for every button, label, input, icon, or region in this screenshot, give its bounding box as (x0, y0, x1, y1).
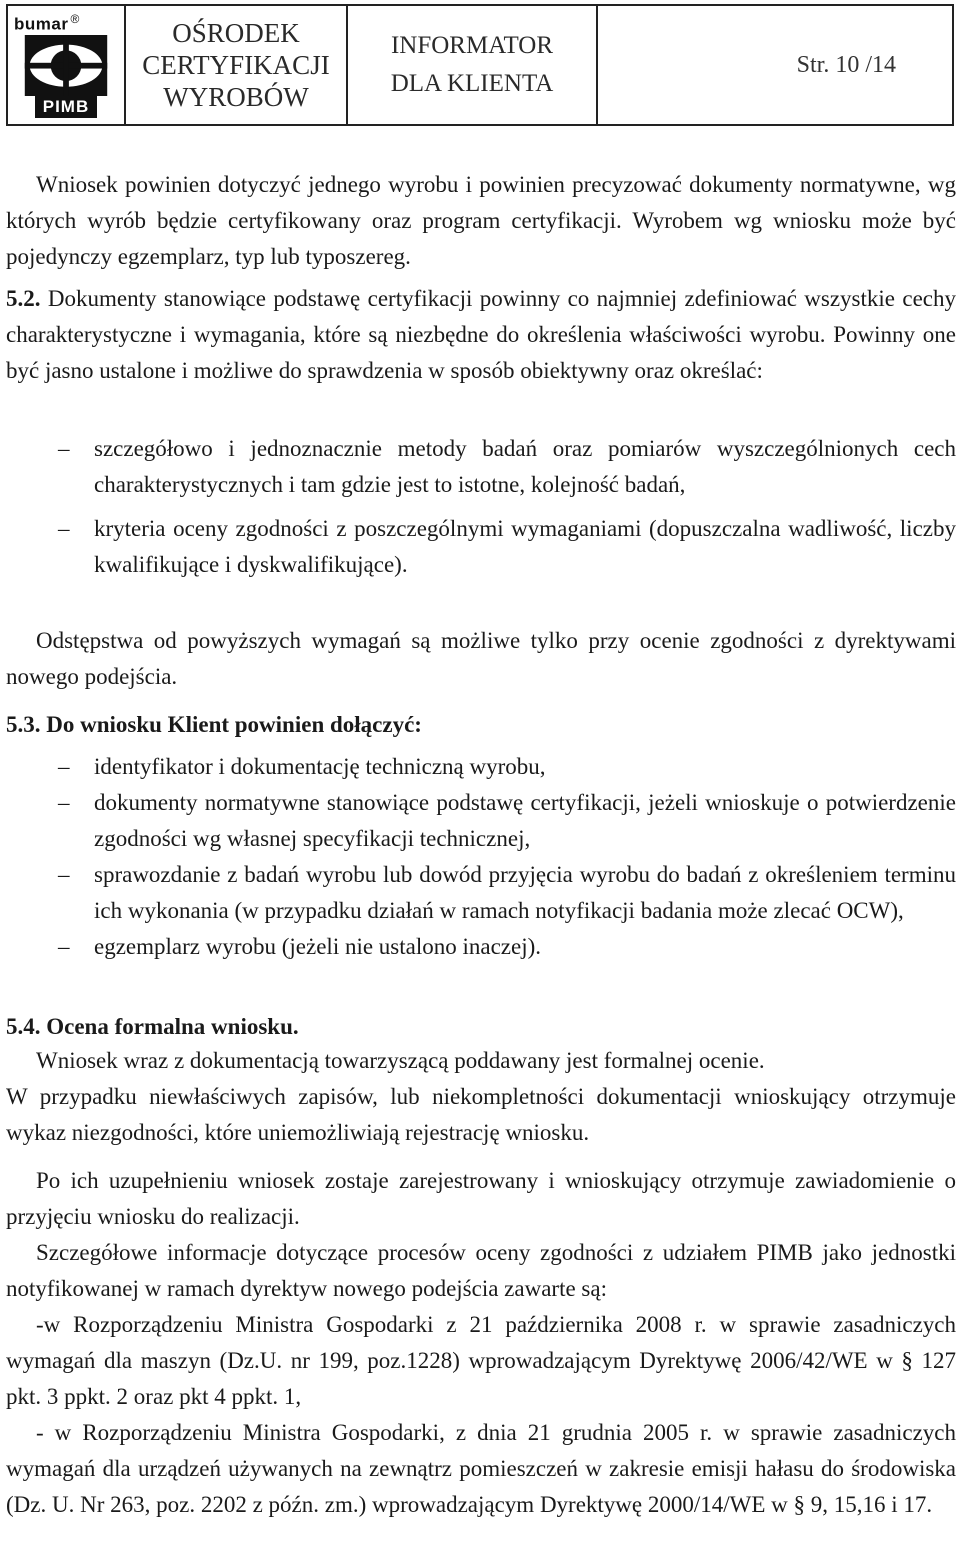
informator-line: DLA KLIENTA (390, 70, 554, 97)
center-title-line: CERTYFIKACJI (142, 50, 330, 80)
list-item-text: dokumenty normatywne stanowiące podstawę certyfikacji, jeżeli wnioskuje o potwierdzenie zgodności wg własnej specyfikacji technicznej, (94, 790, 956, 851)
center-title-line: OŚRODEK (172, 18, 300, 48)
list-item (6, 431, 956, 503)
list-item (6, 785, 956, 857)
dash-bullet: – (58, 754, 70, 779)
section-5-3-heading: 5.3. Do wniosku Klient powinien dołączyć: (6, 712, 422, 737)
logo-brand (14, 12, 80, 35)
list-item-text: kryteria oceny zgodności z poszczególnymi wymaganiami (dopuszczalna wadliwość, liczby kwalifikujące i dyskwalifikujące). (94, 516, 956, 577)
section-5-4-paragraph-1: Wniosek wraz z dokumentacją towarzyszącą poddawany jest formalnej ocenie. (36, 1048, 765, 1073)
section-5-3-list (6, 749, 956, 965)
informator-title (348, 6, 598, 124)
dash-bullet: – (58, 934, 70, 959)
list-item (6, 857, 956, 929)
list-item (6, 749, 956, 785)
section-5-4-paragraph-2: W przypadku niewłaściwych zapisów, lub niekompletności dokumentacji wnioskujący otrzymuje wykaz niezgodności, które uniemożliwiają rejestrację wniosku. (6, 1084, 956, 1145)
page-number: Str. 10 /14 (796, 51, 896, 78)
list-item-text: egzemplarz wyrobu (jeżeli nie ustalono inaczej). (94, 934, 542, 959)
dash-bullet: – (58, 862, 70, 887)
dash-bullet: – (58, 790, 70, 815)
section-5-2-list (6, 431, 956, 583)
center-title (126, 6, 348, 124)
list-item-text: sprawozdanie z badań wyrobu lub dowód przyjęcia wyrobu do badań z określeniem terminu ich wykonania (w przypadku działań w ramach notyfikacji badania może zlecać OCW), (94, 862, 956, 923)
dash-bullet: – (58, 436, 70, 461)
intro-paragraph: Wniosek powinien dotyczyć jednego wyrobu i powinien precyzować dokumenty normatywne, wg których wyrób będzie certyfikowany oraz program certyfikacji. Wyrobem wg wniosku może być pojedynczy egzemplarz, typ lub typoszereg. (6, 172, 956, 269)
list-item-text: szczegółowo i jednoznacznie metody badań oraz pomiarów wyszczególnionych cech charakterystycznych i tam gdzie jest to istotne, kolejność badań, (94, 436, 956, 497)
section-5-4-paragraph-4: Szczegółowe informacje dotyczące procesów oceny zgodności z udziałem PIMB jako jednostki notyfikowanej w ramach dyrektyw nowego podejścia zawarte są: (6, 1240, 956, 1301)
logo-emblem-icon (23, 35, 109, 96)
section-5-4-paragraph-3: Po ich uzupełnieniu wniosek zostaje zarejestrowany i wnioskujący otrzymuje zawiadomienie o przyjęciu wniosku do realizacji. (6, 1168, 956, 1229)
section-5-4-heading: 5.4. Ocena formalna wniosku. (6, 1014, 299, 1039)
regulation-noise: - w Rozporządzeniu Ministra Gospodarki, z dnia 21 grudnia 2005 r. w sprawie zasadniczych wymagań dla urządzeń używanych na zewnątrz pomieszczeń w zakresie emisji hałasu do środowiska (Dz. U. Nr 263, poz. 2202 z późn. zm.) wprowadzającym Dyrektywę 2000/14/WE w § 9, 15,16 i 17. (6, 1420, 956, 1517)
section-5-2-paragraph (6, 281, 956, 389)
logo-brand-text: bumar (14, 14, 69, 34)
list-item-text: identyfikator i dokumentację techniczną wyrobu, (94, 754, 546, 779)
logo-registered: ® (70, 12, 80, 26)
dash-bullet: – (58, 516, 70, 541)
logo-pimb: PIMB (35, 96, 98, 118)
section-5-2-text: Dokumenty stanowiące podstawę certyfikacji powinny co najmniej zdefiniować wszystkie cechy charakterystyczne i wymagania, które są niezbędne do określenia właściwości wyrobu. Powinny one być jasno ustalone i możliwe do sprawdzenia w sposób obiektywny oraz określać: (6, 286, 956, 383)
regulation-machinery: -w Rozporządzeniu Ministra Gospodarki z 21 października 2008 r. w sprawie zasadniczych wymagań dla maszyn (Dz.U. nr 199, poz.1228) wprowadzającym Dyrektywę 2006/42/WE w § 127 pkt. 3 ppkt. 2 oraz pkt 4 ppkt. 1, (6, 1312, 956, 1409)
page-header (6, 4, 954, 126)
informator-line: INFORMATOR (390, 32, 554, 59)
list-item (6, 929, 956, 965)
list-item (6, 511, 956, 583)
section-5-2-number: 5.2. (6, 286, 41, 311)
section-5-2-note: Odstępstwa od powyższych wymagań są możliwe tylko przy ocenie zgodności z dyrektywami nowego podejścia. (6, 628, 956, 689)
center-title-line: WYROBÓW (163, 82, 309, 112)
company-logo (8, 6, 126, 124)
